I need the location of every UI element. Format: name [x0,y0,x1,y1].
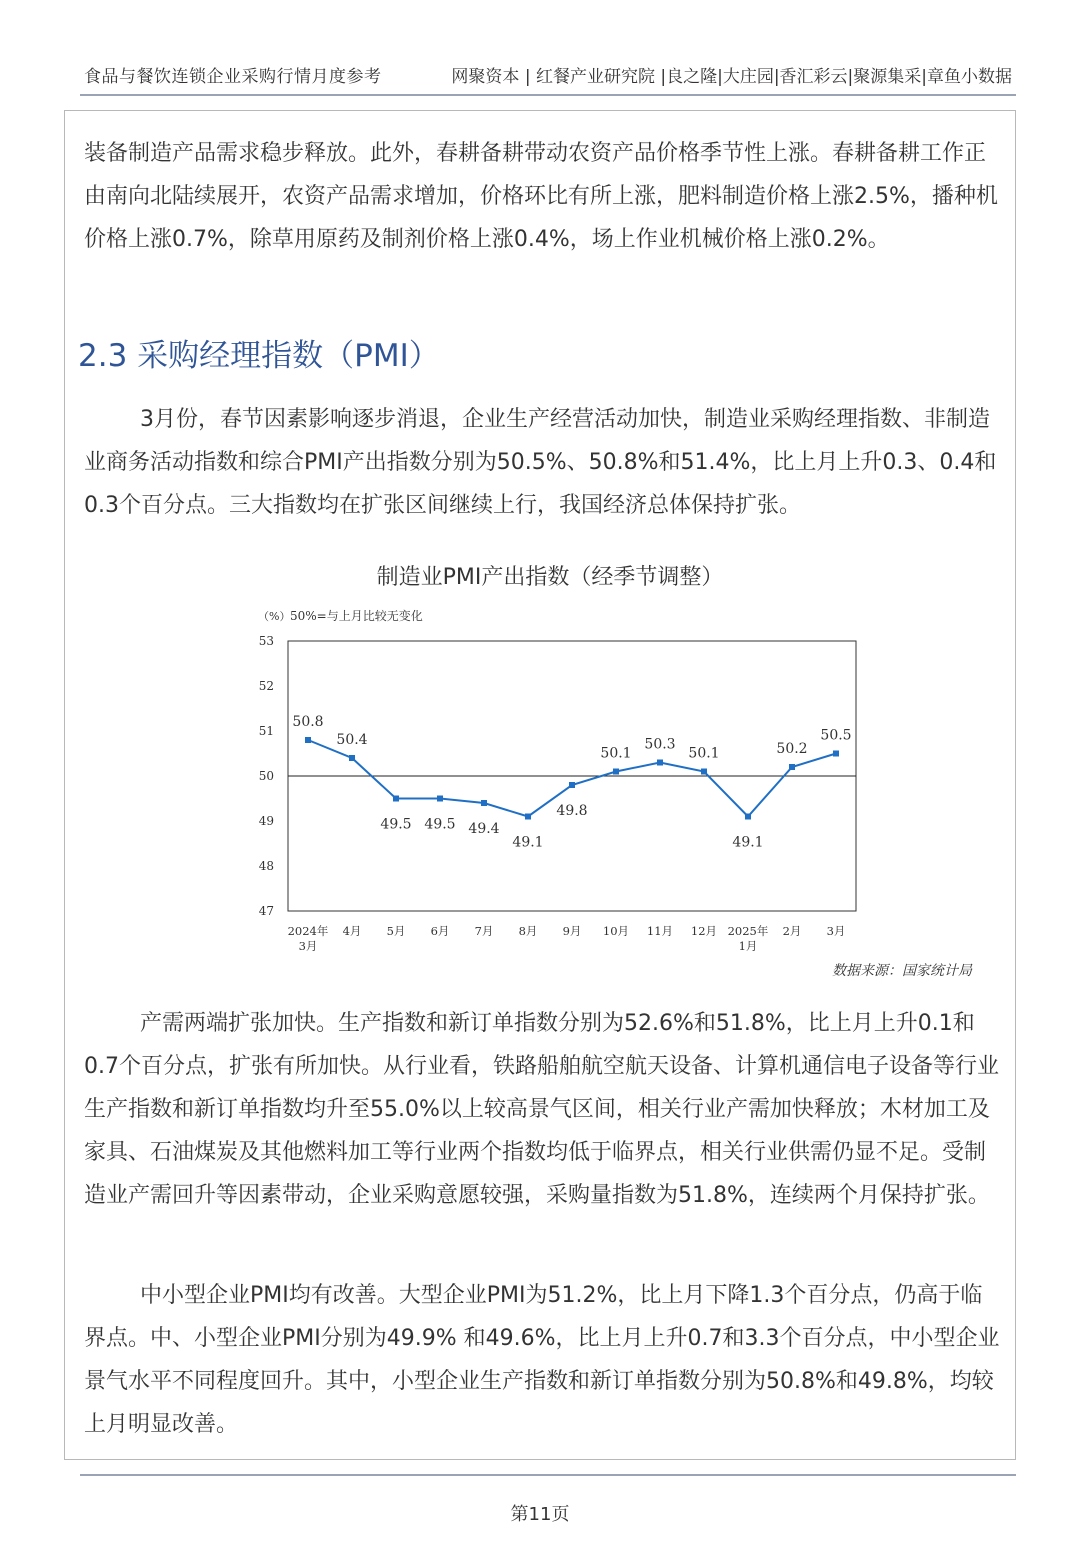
y-tick-label: 49 [258,814,274,828]
data-label: 49.1 [512,834,544,851]
header-divider [80,94,1016,96]
data-point [481,800,487,806]
data-label: 50.1 [600,745,632,762]
x-tick-label: 6月 [430,924,450,938]
data-label: 50.1 [688,745,720,762]
data-label: 50.5 [820,727,852,744]
data-label: 49.5 [424,816,456,833]
y-tick-label: 48 [258,859,274,873]
x-tick-label: 10月 [602,924,630,938]
data-label: 50.2 [776,741,808,757]
y-tick-label: 52 [258,679,274,693]
paragraph-demand: 产需两端扩张加快。生产指数和新订单指数分别为52.6%和51.8%，比上月上升0.1和0.7个百分点，扩张有所加快。从行业看，铁路船舶航空航天设备、计算机通信电子设备等行业生产指数和新订单指数均升至55.0%以上较高景气区间，相关行业产需加快释放；木材加工及家具、石油煤炭及其他燃料加工等行业两个指数均低于临界点，相关行业供需仍显不足。受制造业产需回升等因素带动，企业采购意愿较强，采购量指数为51.8%，连续两个月保持扩张。 [84,1011,999,1208]
chart-note: 50%=与上月比较无变化 [290,609,423,623]
paragraph-intro: 装备制造产品需求稳步释放。此外，春耕备耕带动农资产品价格季节性上涨。春耕备耕工作正由南向北陆续展开，农资产品需求增加，价格环比有所上涨，肥料制造价格上涨2.5%，播种机价格上涨0.7%，除草用原药及制剂价格上涨0.4%，场上作业机械价格上涨0.2%。 [84,141,998,252]
x-tick-label: 2025年 [727,924,769,938]
x-tick-label: 9月 [562,924,582,938]
data-point [569,782,575,788]
x-tick-label: 4月 [342,924,362,938]
chart-title: 制造业PMI产出指数（经季节调整） [376,565,724,590]
x-tick-label: 2月 [782,924,802,938]
data-label: 49.1 [732,834,764,851]
data-point [613,769,619,775]
x-tick-label: 7月 [474,924,494,938]
footer-divider [80,1474,1016,1476]
data-point [437,796,443,802]
y-tick-label: 51 [258,724,274,738]
x-tick-label: 3月 [826,924,846,938]
x-tick-label: 1月 [738,939,758,953]
document-title: 食品与餐饮连锁企业采购行情月度参考 [84,67,382,87]
data-point [305,737,311,743]
data-label: 49.8 [556,803,588,819]
x-tick-label: 2024年 [287,924,329,938]
data-point [525,814,531,820]
data-point [745,814,751,820]
data-label: 50.8 [292,714,324,730]
data-point [657,760,663,766]
x-tick-label: 5月 [386,924,406,938]
y-tick-label: 53 [258,634,274,648]
document-sponsors: 网聚资本 | 红餐产业研究院 |良之隆|大庄园|香汇彩云|聚源集采|章鱼小数据 [451,67,1012,87]
data-point [789,764,795,770]
data-label: 50.4 [336,732,368,748]
data-label: 49.5 [380,816,412,833]
x-tick-label: 8月 [518,924,538,938]
chart-source: 数据来源：国家统计局 [832,963,972,979]
paragraph-pmi: 3月份，春节因素影响逐步消退，企业生产经营活动加快，制造业采购经理指数、非制造业商务活动指数和综合PMI产出指数分别为50.5%、50.8%和51.4%，比上月上升0.3、0.4和0.3个百分点。三大指数均在扩张区间继续上行，我国经济总体保持扩张。 [84,407,997,518]
y-tick-label: 50 [258,769,274,783]
data-label: 50.3 [644,736,676,753]
data-point [701,769,707,775]
x-tick-label: 11月 [646,924,674,938]
y-tick-label: 47 [258,904,274,918]
x-tick-label: 12月 [690,924,718,938]
data-point [833,751,839,757]
page-number: 第11页 [510,1504,570,1525]
data-label: 49.4 [468,821,500,837]
section-heading: 2.3 采购经理指数（PMI） [78,338,440,374]
data-point [349,755,355,761]
data-point [393,796,399,802]
x-tick-label: 3月 [298,939,318,953]
paragraph-sme: 中小型企业PMI均有改善。大型企业PMI为51.2%，比上月下降1.3个百分点，仍高于临界点。中、小型企业PMI分别为49.9% 和49.6%，比上月上升0.7和3.3个百分点，中小型企业景气水平不同程度回升。其中，小型企业生产指数和新订单指数分别为50.8%和49.8%，均较上月明显改善。 [84,1283,1000,1437]
y-unit-label: （%） [258,610,291,623]
pmi-line-chart [240,598,880,958]
